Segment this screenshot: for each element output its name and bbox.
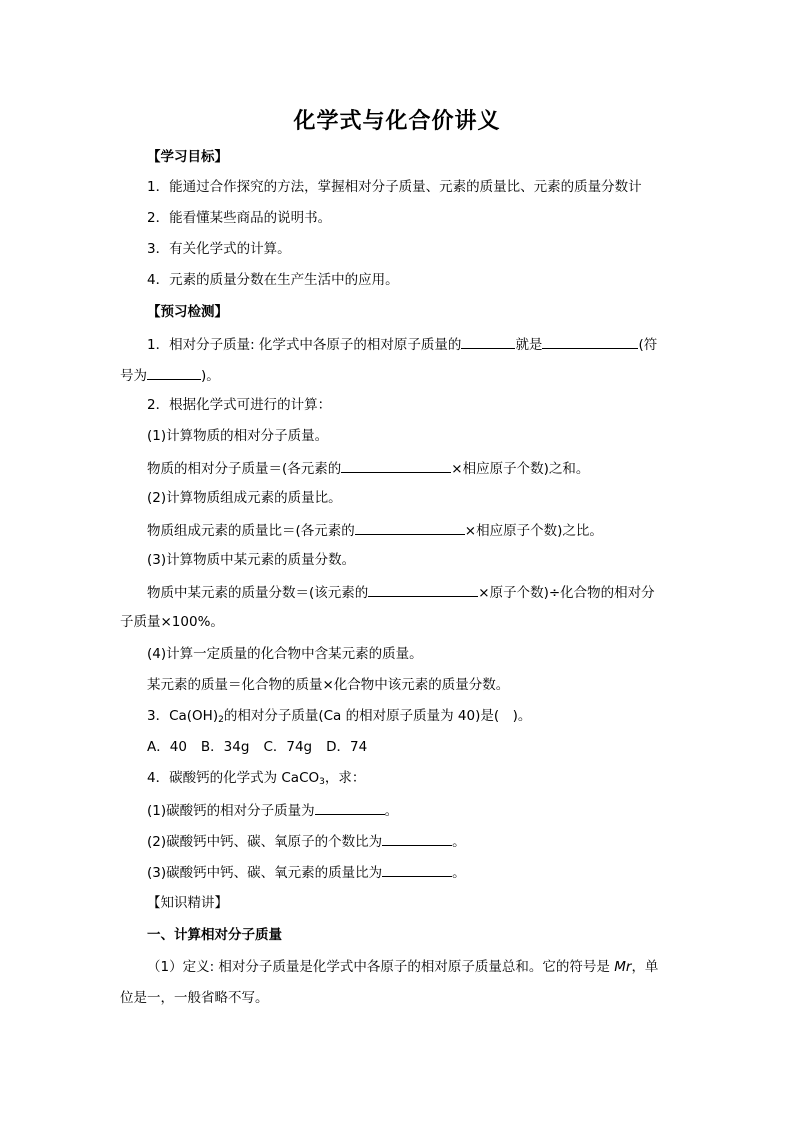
q1-text-b: 就是 [515,337,543,353]
q1-text-a: 1．相对分子质量: 化学式中各原子的相对原子质量的 [147,337,462,353]
calc-3-formula-line-1 [147,582,655,602]
definition-line-1 [147,958,658,976]
calc-4-formula: 某元素的质量＝化合物的质量×化合物中该元素的质量分数。 [147,677,510,693]
q4b-text-a: (2)碳酸钙中钙、碳、氧原子的个数比为 [147,834,383,850]
q3-subscript: 2 [218,715,224,725]
q1-blank-2 [542,334,638,349]
goal-item-3: 3．有关化学式的计算。 [147,241,291,257]
def-text-b: ，单 [631,959,659,975]
goal-item-4: 4．元素的质量分数在生产生活中的应用。 [147,272,399,288]
option-c: C．74g [263,739,313,755]
q4a-text-a: (1)碳酸钙的相对分子质量为 [147,803,315,819]
q4c-text-b: 。 [452,865,466,881]
question-3-options [147,738,381,756]
goal-item-2: 2．能看懂某些商品的说明书。 [147,210,332,226]
calc-1-blank [341,458,451,473]
q3-text-a: 3．Ca(OH) [147,708,219,724]
calc-2-heading: (2)计算物质组成元素的质量比。 [147,490,342,506]
question-1-line-2 [120,365,220,385]
q1-text-c: (符 [638,337,658,353]
page-title: 化学式与化合价讲义 [293,109,501,134]
calc-3-text-b: ×原子个数)÷化合物的相对分 [478,585,655,601]
knowledge-heading: 【知识精讲】 [147,895,228,911]
calc-2-text-b: ×相应原子个数)之比。 [464,523,603,539]
def-text-a: （1）定义: 相对分子质量是化学式中各原子的相对原子质量总和。它的符号是 [147,959,615,975]
goal-item-1: 1．能通过合作探究的方法，掌握相对分子质量、元素的质量比、元素的质量分数计 [147,179,642,195]
q4c-text-a: (3)碳酸钙中钙、碳、氧元素的质量比为 [147,865,383,881]
calc-2-text-a: 物质组成元素的质量比＝(各元素的 [147,523,355,539]
question-1-line-1 [147,334,657,354]
q4-subscript: 3 [319,777,325,787]
def-symbol: Mr [614,959,632,975]
question-3 [147,707,531,729]
calc-3-blank [368,582,478,597]
calc-1-text-b: ×相应原子个数)之和。 [451,461,590,477]
option-b: B．34g [200,739,250,755]
q3-text-b: 的相对分子质量(Ca 的相对原子质量为 40)是( )。 [223,708,532,724]
section-1-heading: 一、计算相对分子质量 [147,927,282,943]
q1-blank-3 [147,365,201,380]
q1-blank-1 [461,334,515,349]
q4c-blank [382,862,452,877]
q4a-blank [315,800,385,815]
calc-3-heading: (3)计算物质中某元素的质量分数。 [147,552,356,568]
question-4 [147,769,365,791]
calc-1-formula [147,458,589,478]
calc-1-text-a: 物质的相对分子质量＝(各元素的 [147,461,342,477]
option-a: A．40 [147,739,187,755]
question-4-part-2 [147,831,466,851]
question-4-part-1 [147,800,398,820]
calc-4-heading: (4)计算一定质量的化合物中含某元素的质量。 [147,646,423,662]
calc-1-heading: (1)计算物质的相对分子质量。 [147,428,329,444]
calc-2-blank [355,520,465,535]
goals-heading: 【学习目标】 [147,149,228,165]
q4b-text-b: 。 [452,834,466,850]
preview-heading: 【预习检测】 [147,304,228,320]
q4a-text-b: 。 [384,803,399,819]
calc-3-formula-line-2: 子质量×100%。 [120,614,224,630]
question-2: 2．根据化学式可进行的计算： [147,397,332,413]
q1-text-e: )。 [201,368,220,384]
calc-2-formula [147,520,603,540]
calc-3-text-a: 物质中某元素的质量分数＝(该元素的 [147,585,369,601]
q4-text-b: ，求： [324,770,366,786]
q4b-blank [382,831,452,846]
question-4-part-3 [147,862,466,882]
q1-text-d: 号为 [120,368,147,384]
option-d: D．74 [326,739,368,755]
q4-text-a: 4．碳酸钙的化学式为 CaCO [147,770,320,786]
definition-line-2: 位是一，一般省略不写。 [120,990,269,1006]
